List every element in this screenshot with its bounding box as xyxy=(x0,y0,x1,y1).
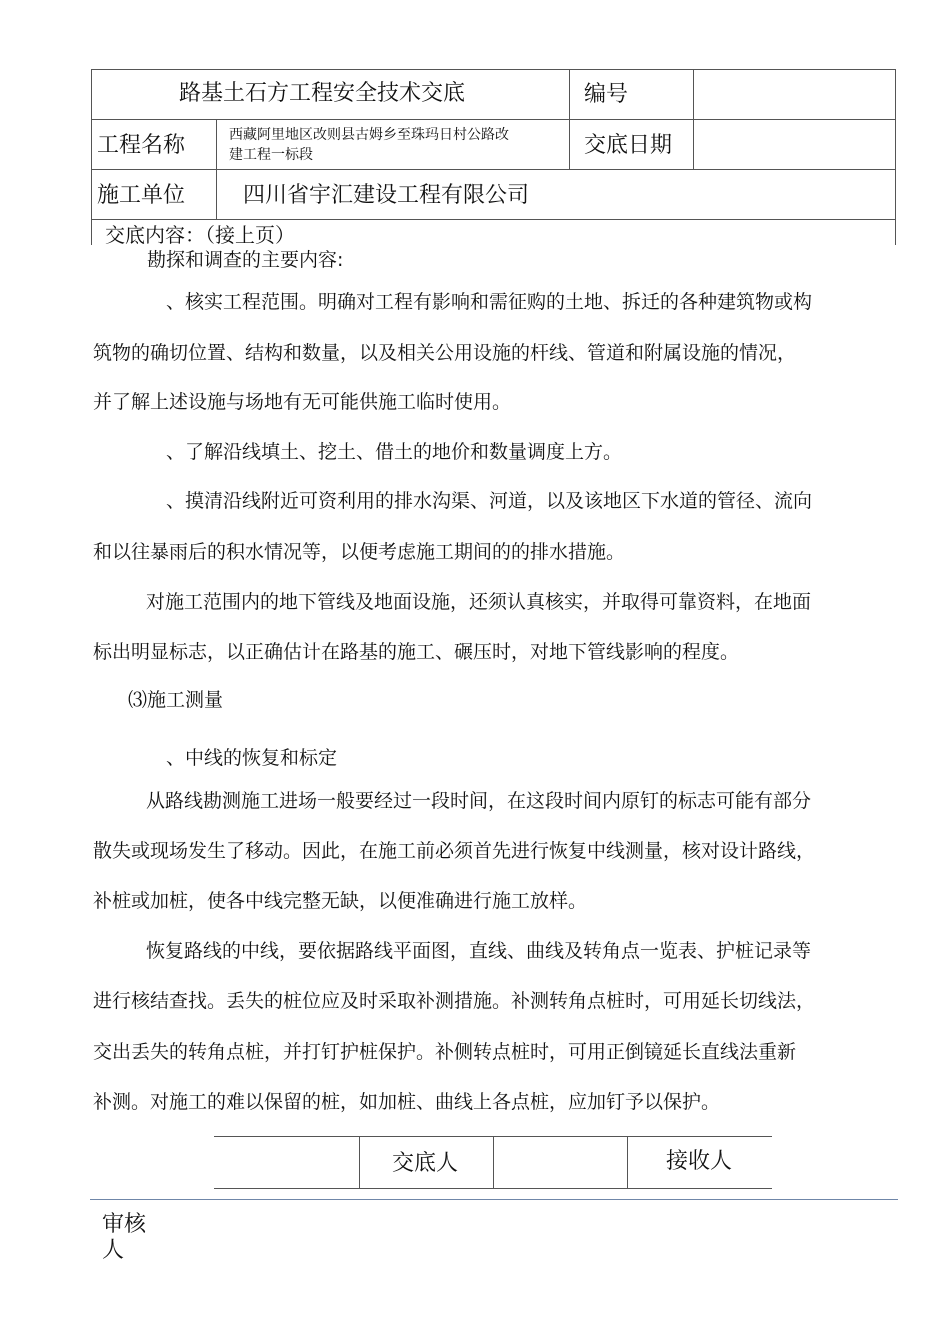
divider-line xyxy=(90,1199,898,1200)
date-label: 交底日期 xyxy=(584,133,673,158)
body-paragraph-7b: 散失或现场发生了移动。因此，在施工前必须首先进行恢复中线测量，核对设计路线， xyxy=(93,840,816,862)
body-paragraph-8d: 补测。对施工的难以保留的桩，如加桩、曲线上各点桩，应加钉予以保护。 xyxy=(93,1091,721,1113)
body-paragraph-1b: 筑物的确切位置、结构和数量，以及相关公用设施的杆线、管道和附属设施的情况， xyxy=(93,342,797,364)
body-paragraph-8b: 进行核结查找。丢失的桩位应及时采取补测措施。补测转角点桩时，可用延长切线法， xyxy=(93,990,816,1012)
reviewer-label: 审核 人 xyxy=(102,1212,147,1263)
project-name-label: 工程名称 xyxy=(97,133,186,158)
body-paragraph-1c: 并了解上述设施与场地有无可能供施工临时使用。 xyxy=(93,391,512,413)
body-paragraph-1a: 、核实工程范围。明确对工程有影响和需征购的土地、拆迁的各种建筑物或构 xyxy=(166,291,813,313)
contractor-label: 施工单位 xyxy=(97,183,186,208)
body-paragraph-7a: 从路线勘测施工进场一般要经过一段时间，在这段时间内原钉的标志可能有部分 xyxy=(146,790,812,812)
receiver-label: 接收人 xyxy=(666,1149,733,1174)
number-label: 编号 xyxy=(584,82,629,107)
body-paragraph-3b: 和以往暴雨后的积水情况等，以便考虑施工期间的的排水措施。 xyxy=(93,541,626,563)
content-label: 交底内容：（接上页） xyxy=(105,223,295,247)
body-paragraph-8c: 交出丢失的转角点桩，并打钉护桩保护。补侧转点桩时，可用正倒镜延长直线法重新 xyxy=(93,1041,797,1063)
presenter-label: 交底人 xyxy=(392,1151,459,1176)
body-paragraph-7c: 补桩或加桩，使各中线完整无缺，以便准确进行施工放样。 xyxy=(93,890,588,912)
header-row-content xyxy=(91,219,895,246)
table-border-right xyxy=(895,69,896,245)
header-row-contractor xyxy=(91,169,895,220)
body-paragraph-6: 、中线的恢复和标定 xyxy=(166,747,338,769)
body-paragraph-0: 勘探和调查的主要内容: xyxy=(147,249,344,271)
project-name-line2: 建工程一标段 xyxy=(229,147,313,163)
body-paragraph-4a: 对施工范围内的地下管线及地面设施，还须认真核实，并取得可靠资料，在地面 xyxy=(146,591,812,613)
contractor-value: 四川省宇汇建设工程有限公司 xyxy=(243,183,530,208)
body-paragraph-8a: 恢复路线的中线，要依据路线平面图，直线、曲线及转角点一览表、护桩记录等 xyxy=(146,940,812,962)
header-row-project xyxy=(91,119,895,170)
body-paragraph-2: 、了解沿线填土、挖土、借土的地价和数量调度上方。 xyxy=(166,441,623,463)
project-name-line1: 西藏阿里地区改则县古姆乡至珠玛日村公路改 xyxy=(229,127,509,143)
body-paragraph-4b: 标出明显标志，以正确估计在路基的施工、碾压时，对地下管线影响的程度。 xyxy=(93,641,740,663)
body-paragraph-3a: 、摸清沿线附近可资利用的排水沟渠、河道，以及该地区下水道的管径、流向 xyxy=(166,490,813,512)
section-heading-survey: ⑶施工测量 xyxy=(128,689,224,711)
document-title: 路基土石方工程安全技术交底 xyxy=(179,81,466,106)
header-row-title xyxy=(91,69,895,120)
project-name-value xyxy=(229,125,509,175)
